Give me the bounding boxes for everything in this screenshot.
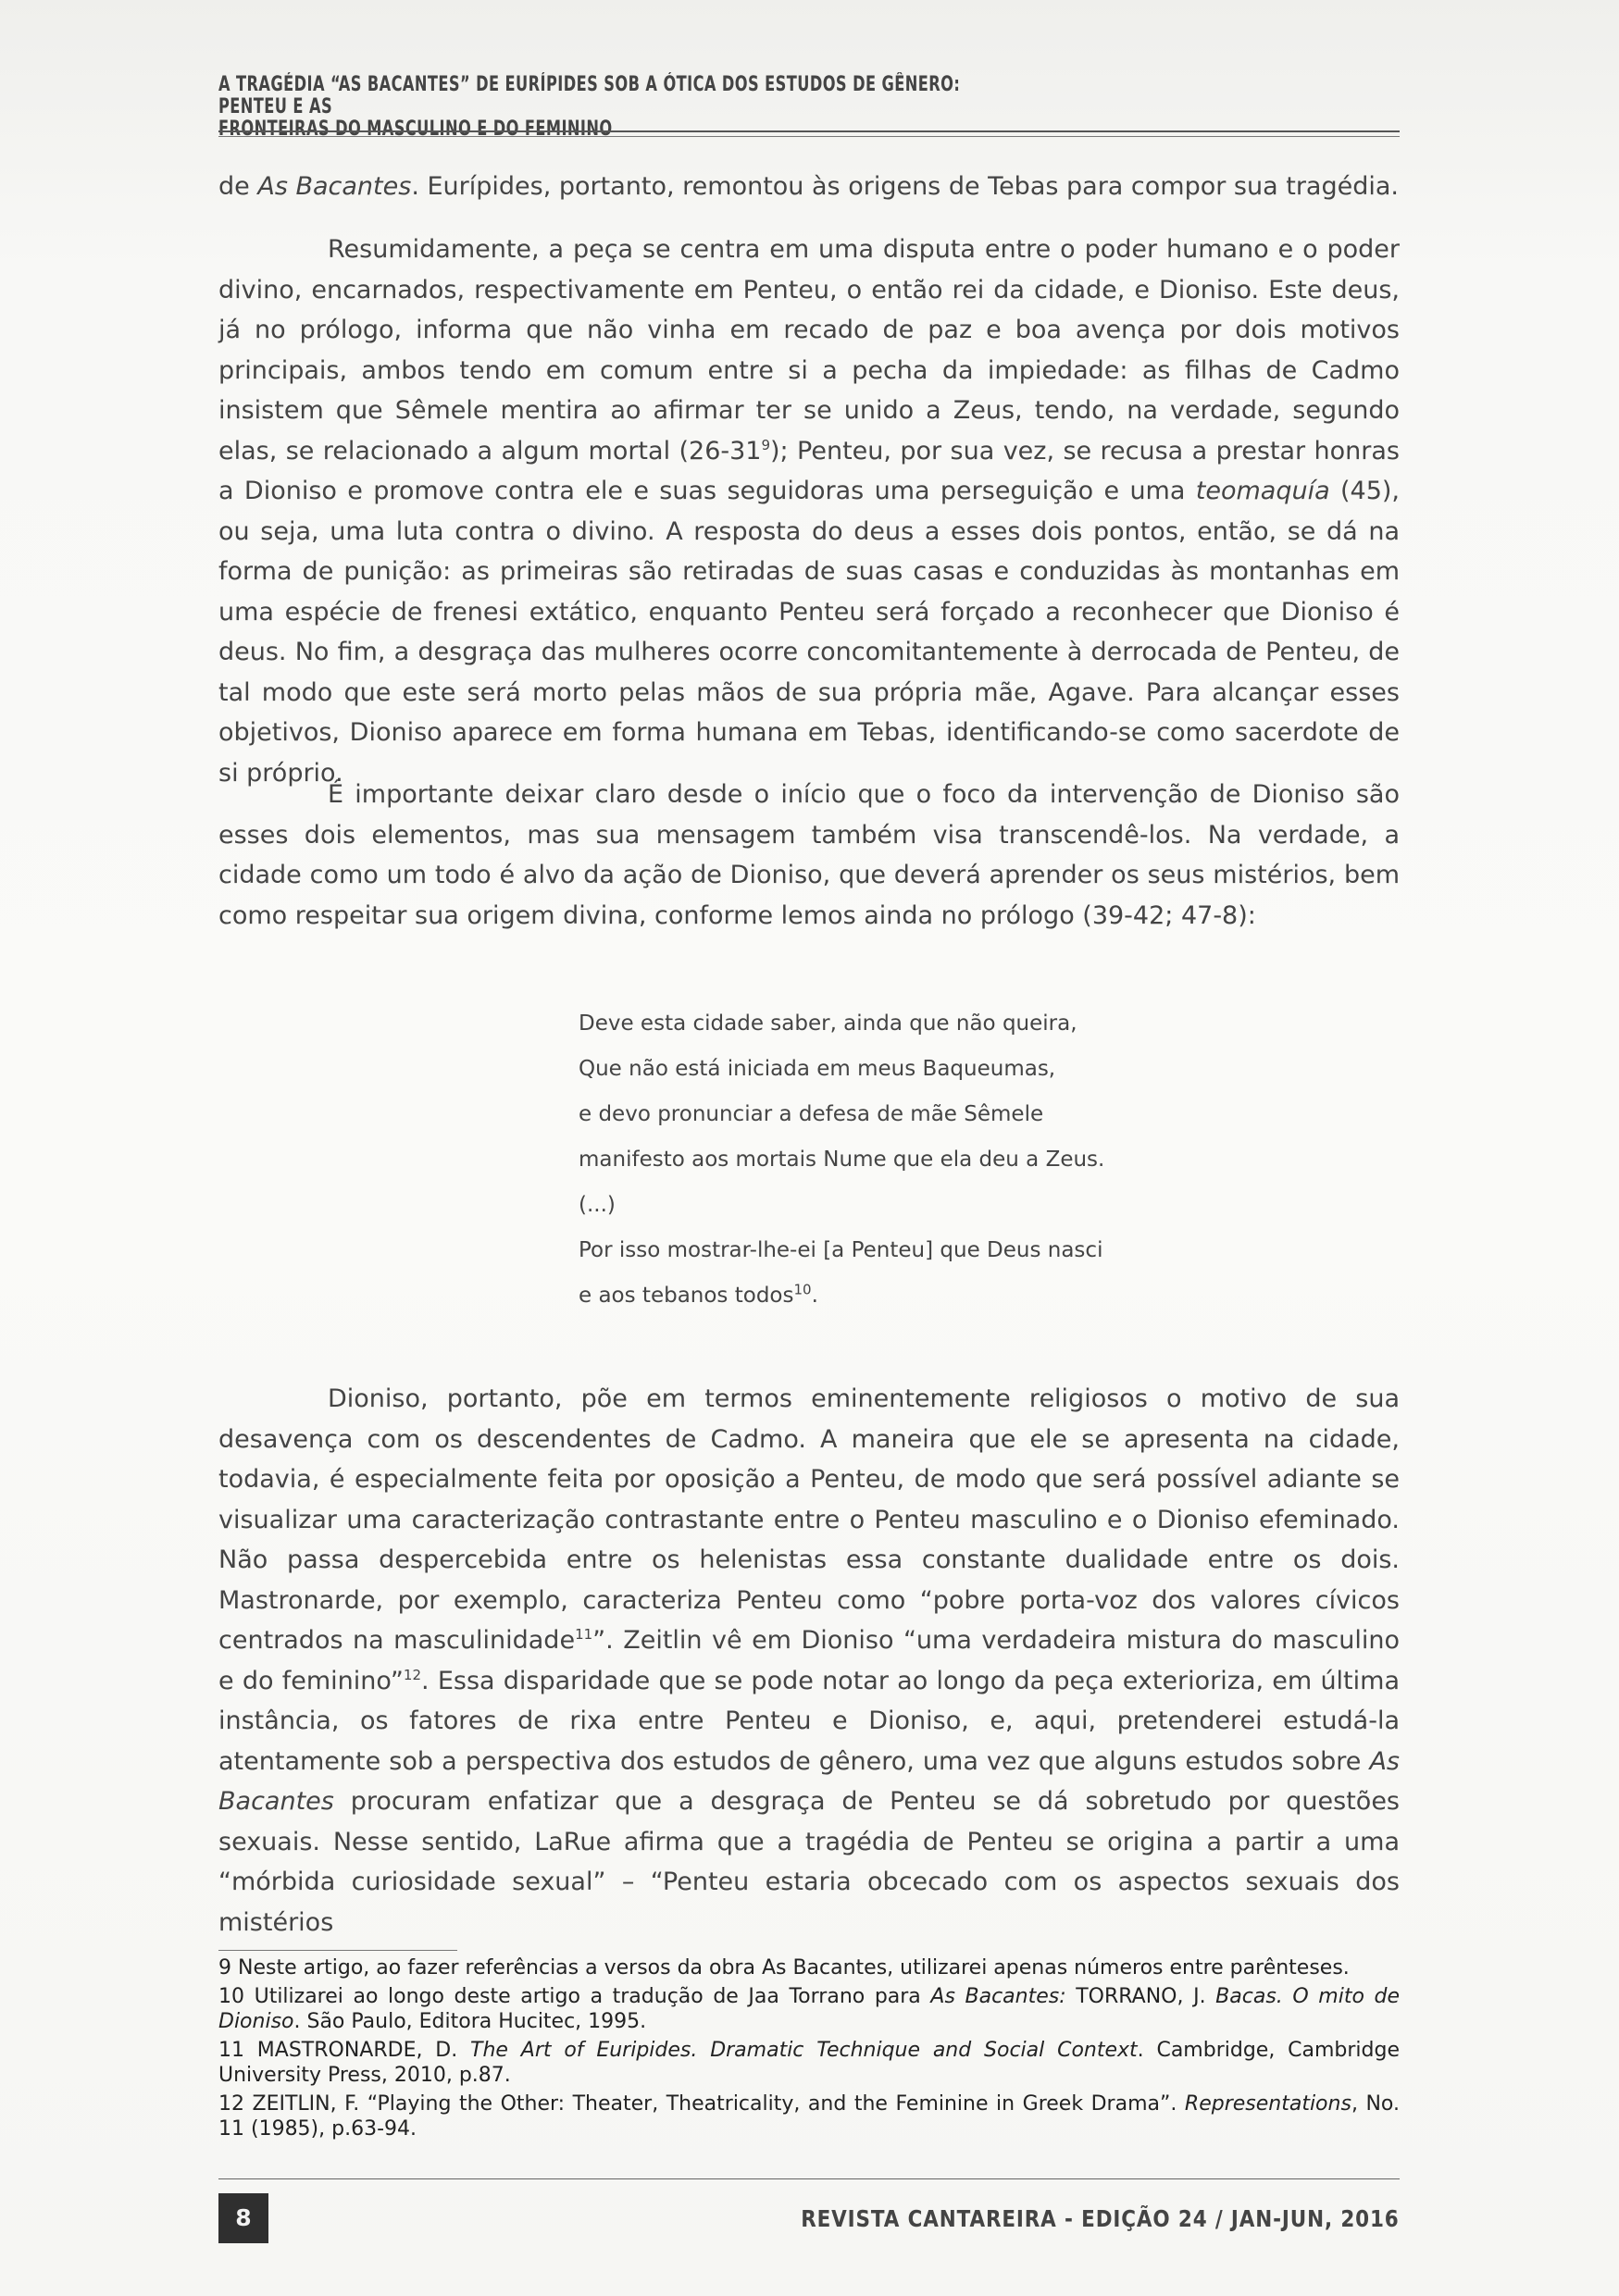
footnote-ref-10[interactable]: 10 [793, 1281, 812, 1298]
verse-line: e devo pronunciar a defesa de mãe Sêmele [579, 1102, 1044, 1126]
verse-line: Deve esta cidade saber, ainda que não queira, [579, 1011, 1077, 1036]
footer-rule [218, 2178, 1400, 2179]
footnote-ref-11[interactable]: 11 [575, 1626, 593, 1643]
running-header-line-1: A TRAGÉDIA “AS BACANTES” DE EURÍPIDES SOB A ÓTICA DOS ESTUDOS DE GÊNERO: PENTEU E AS [218, 73, 961, 118]
body-paragraph-summary: Resumidamente, a peça se centra em uma disputa entre o poder humano e o poder divino, encarnados, respectivamente em Penteu, o então rei da cidade, e Dioniso. Este deus, já no prólogo, informa que não vinha em recado de paz e boa avença por dois motivos principais, ambos tendo em comum entre si a pecha da impiedade: as filhas de Cadmo insistem que Sêmele mentira ao afirmar ter se unido a Zeus, tendo, na verdade, segundo elas, se relacionado a algum mortal $(26-31^9)$; Penteu, por sua vez, se recusa a prestar honras a Dioniso e promove contra ele e suas seguidoras uma perseguição e uma teomaquía (45), ou seja, uma luta contra o divino. A resposta do deus a esses dois pontos, então, se dá na forma de punição: as primeiras são retiradas de suas casas e conduzidas às montanhas em uma espécie de frenesi extático, enquanto Penteu será forçado a reconhecer que Dioniso é deus. No fim, a desgraça das mulheres ocorre concomitantemente à derrocada de Penteu, de tal modo que este será morto pelas mãos de sua própria mãe, Agave. Para alcançar esses objetivos, Dioniso aparece em forma humana em Tebas, identificando-se como sacerdote de si próprio. [218, 235, 1401, 788]
running-header-line-2: FRONTEIRAS DO MASCULINO E DO FEMININO [218, 118, 613, 141]
verse-line-last: e aos tebanos todos$^{10}$. [579, 1281, 818, 1308]
body-paragraph-continuation: de As Bacantes. Eurípides, portanto, remontou às origens de Tebas para compor sua tragédia. [218, 172, 1399, 201]
footnote-12: 12 ZEITLIN, F. “Playing the Other: Theater, Theatricality, and the Feminine in Greek Drama”. Representations, No. 11 (1985), p.63-94. [218, 2091, 1400, 2141]
header-rule-thin [218, 136, 1400, 137]
journal-footer: REVISTA CANTAREIRA - EDIÇÃO 24 / JAN-JUN, 2016 [801, 2205, 1400, 2232]
verse-line: manifesto aos mortais Nume que ela deu a Zeus. [579, 1148, 1105, 1172]
footnote-11: 11 MASTRONARDE, D. The Art of Euripides. Dramatic Technique and Social Context. Cambridge, Cambridge University Press, 2010, p.87. [218, 2038, 1400, 2087]
header-rule [218, 130, 1400, 132]
verse-line: (...) [579, 1193, 616, 1217]
footnote-10: 10 Utilizarei ao longo deste artigo a tradução de Jaa Torrano para As Bacantes: TORRANO, J. Bacas. O mito de Dioniso. São Paulo, Editora Hucitec, 1995. [218, 1984, 1401, 2033]
footnote-separator [218, 1950, 457, 1951]
footnote-9: 9 Neste artigo, ao fazer referências a versos da obra As Bacantes, utilizarei apenas números entre parênteses. [218, 1956, 1350, 1980]
body-paragraph-dioniso: Dioniso, portanto, põe em termos eminentemente religiosos o motivo de sua desavença com os descendentes de Cadmo. A maneira que ele se apresenta na cidade, todavia, é especialmente feita por oposição a Penteu, de modo que será possível adiante se visualizar uma caracterização contrastante entre o Penteu masculino e o Dioniso efeminado. Não passa despercebida entre os helenistas essa constante dualidade entre os dois. Mastronarde, por exemplo, caracteriza Penteu como “pobre porta-voz dos valores cívicos centrados na masculinidade$^{11}$”. Zeitlin vê em Dioniso “uma verdadeira mistura do masculino e do feminino”$^{12}$. Essa disparidade que se pode notar ao longo da peça exterioriza, em última instância, os fatores de rixa entre Penteu e Dioniso, e, aqui, pretenderei estudá-la atentamente sob a perspectiva dos estudos de gênero, uma vez que alguns estudos sobre As Bacantes procuram enfatizar que a desgraça de Penteu se dá sobretudo por questões sexuais. Nesse sentido, LaRue afirma que a tragédia de Penteu se origina a partir a uma “mórbida curiosidade sexual” – “Penteu estaria obcecado com os aspectos sexuais dos mistérios [218, 1384, 1400, 1937]
verse-line: Que não está iniciada em meus Baqueumas, [579, 1057, 1056, 1081]
footnote-ref-12[interactable]: 12 [403, 1666, 422, 1683]
page-number: 8 [218, 2193, 268, 2243]
verse-line: Por isso mostrar-lhe-ei [a Penteu] que Deus nasci [579, 1238, 1103, 1262]
verse-quotation [579, 1001, 1227, 1319]
footnotes [218, 1955, 1400, 2145]
body-paragraph-intervention: É importante deixar claro desde o início que o foco da intervenção de Dioniso são esses dois elementos, mas sua mensagem também visa transcendê-los. Na verdade, a cidade como um todo é alvo da ação de Dioniso, que deverá aprender os seus mistérios, bem como respeitar sua origem divina, conforme lemos ainda no prólogo (39-42; 47-8): [218, 780, 1400, 930]
footnote-ref-9[interactable]: 9 [761, 436, 771, 453]
